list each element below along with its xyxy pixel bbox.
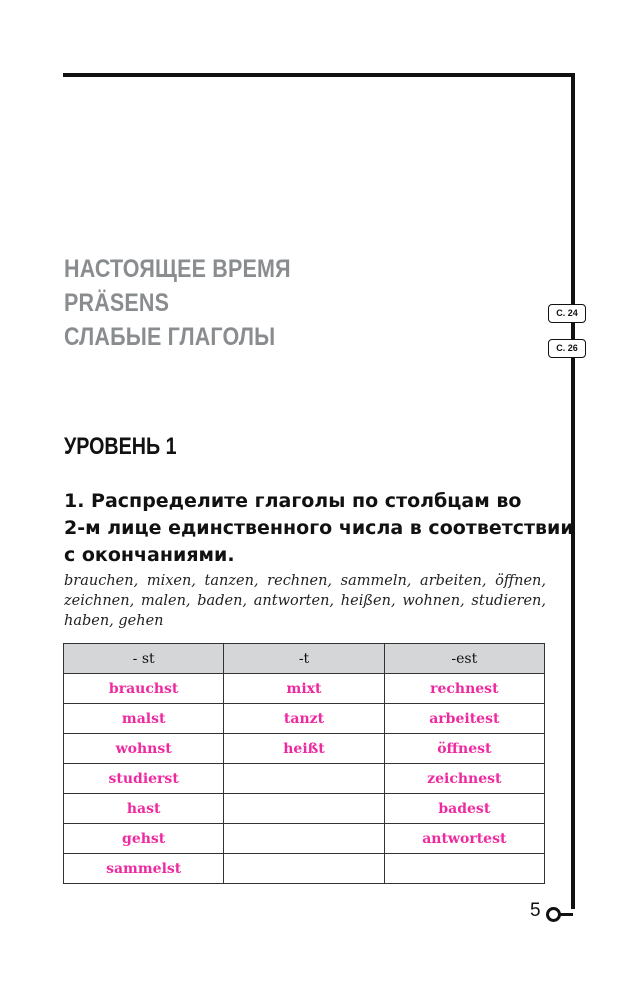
task-line: с окончаниями. <box>64 544 235 566</box>
table-cell: studierst <box>64 764 224 794</box>
table-cell: sammelst <box>64 854 224 884</box>
column-header: - st <box>64 644 224 674</box>
section-title <box>64 252 291 354</box>
table-cell: tanzt <box>224 704 384 734</box>
page-ref-tag[interactable]: С. 24 <box>548 304 586 323</box>
table-cell: arbeitest <box>384 704 544 734</box>
page-number: 5 <box>530 900 541 921</box>
column-header: -est <box>384 644 544 674</box>
table-cell <box>224 764 384 794</box>
table-cell <box>384 854 544 884</box>
table-cell: brauchst <box>64 674 224 704</box>
table-row <box>64 854 545 884</box>
verb-list: brauchen, mixen, tanzen, rechnen, sammeln, arbeiten, öffnen, zeichnen, malen, baden, antworten, heißen, wohnen, studieren, haben, gehen <box>64 573 546 629</box>
table-row <box>64 794 545 824</box>
table-cell: antwortest <box>384 824 544 854</box>
frame-end-circle-icon <box>546 907 561 922</box>
section-title-line: PRÄSENS <box>64 289 170 317</box>
table-cell: rechnest <box>384 674 544 704</box>
table-row <box>64 734 545 764</box>
column-header: -t <box>224 644 384 674</box>
table-cell: gehst <box>64 824 224 854</box>
section-title-line: СЛАБЫЕ ГЛАГОЛЫ <box>64 323 276 351</box>
level-heading: УРОВЕНЬ 1 <box>64 433 177 460</box>
table-cell: wohnst <box>64 734 224 764</box>
section-title-line: НАСТОЯЩЕЕ ВРЕМЯ <box>64 255 291 283</box>
task-instruction <box>64 488 584 569</box>
table-cell: mixt <box>224 674 384 704</box>
frame-top-line <box>63 73 575 77</box>
table-cell <box>224 854 384 884</box>
table-cell: zeichnest <box>384 764 544 794</box>
table-cell: öffnest <box>384 734 544 764</box>
task-line: 2-м лице единственного числа в соответствии <box>64 517 574 539</box>
table-cell: malst <box>64 704 224 734</box>
table-row <box>64 674 545 704</box>
page-ref-tag[interactable]: С. 26 <box>548 339 586 358</box>
table-cell <box>224 824 384 854</box>
table-cell: heißt <box>224 734 384 764</box>
table-cell <box>224 794 384 824</box>
table-cell: badest <box>384 794 544 824</box>
table-header-row <box>64 644 545 674</box>
table-row <box>64 824 545 854</box>
task-line: 1. Распределите глаголы по столбцам во <box>64 490 522 512</box>
table-cell: hast <box>64 794 224 824</box>
table-row <box>64 764 545 794</box>
table-row <box>64 704 545 734</box>
answer-table <box>63 643 545 884</box>
